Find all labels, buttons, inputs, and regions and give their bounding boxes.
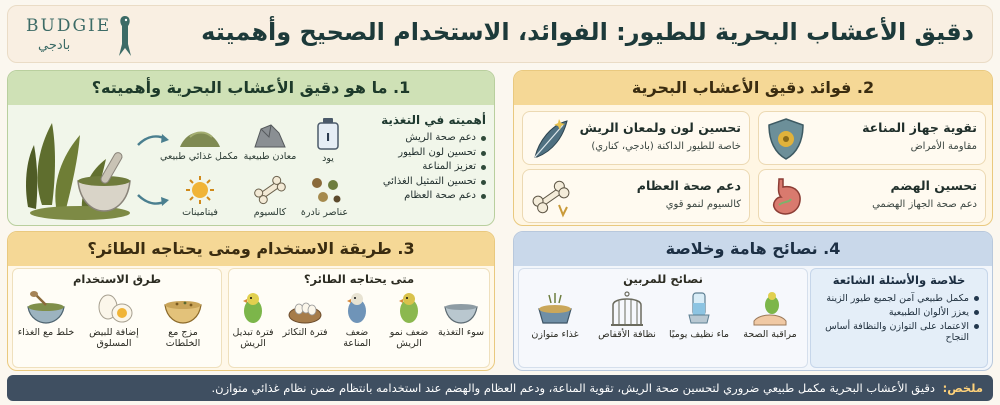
- faq-box: [810, 268, 988, 368]
- benefit-title: دعم صحة العظام: [636, 178, 741, 193]
- when-needed-box: [228, 268, 490, 368]
- empty-bowl-icon: [443, 291, 479, 325]
- parrot-icon: [339, 291, 375, 325]
- tip-item-health: [739, 291, 801, 340]
- benefit-subtitle: خاصة للطيور الداكنة (بادجي، كناري): [591, 141, 741, 152]
- bird-logo-icon: [116, 14, 134, 58]
- section-benefits: [513, 70, 993, 226]
- brand-logo: [26, 12, 136, 58]
- method-item-mix: [153, 291, 213, 349]
- breeder-tips-box: [518, 268, 808, 368]
- calcium-item: [242, 175, 298, 218]
- boiled-egg-icon: [94, 291, 134, 325]
- calcium-label: كالسيوم: [253, 207, 287, 218]
- seaweed-mortar-icon: [22, 115, 134, 221]
- section4-title: 4. نصائح هامة وخلاصة: [514, 232, 992, 266]
- item-label: ضعف نمو الريش: [389, 327, 429, 349]
- bone-icon: [529, 175, 573, 219]
- supplement-item: [159, 119, 238, 162]
- iodine-item: [308, 117, 348, 164]
- section2-title: 2. فوائد دقيق الأعشاب البحرية: [514, 71, 992, 105]
- svg-text:I: I: [325, 131, 331, 144]
- rocks-icon: [251, 119, 289, 149]
- item-label: خلط مع الغذاء: [17, 327, 75, 338]
- faq-list: [811, 293, 979, 343]
- list-item: يعزز الألوان الطبيعية: [811, 307, 979, 318]
- method-item-food: [17, 291, 75, 338]
- item-label: فترة التكاثر: [282, 327, 328, 338]
- benefit-title: تقوية جهاز المناعة: [862, 120, 977, 135]
- need-item-molting: [227, 291, 279, 349]
- parrot-icon: [235, 291, 271, 325]
- item-label: ضعف المناعة: [343, 327, 371, 349]
- benefit-card-immunity: [758, 111, 986, 165]
- method-item-egg: [83, 291, 145, 349]
- item-label: مراقبة الصحة: [743, 329, 797, 340]
- vitamins-item: [168, 175, 232, 218]
- nest-eggs-icon: [287, 291, 323, 325]
- feather-icon: [529, 117, 571, 161]
- item-label: سوء التغذية: [437, 327, 485, 338]
- summary-text: دقيق الأعشاب البحرية مكمل طبيعي ضروري لتحسين صحة الريش، تقوية المناعة، ودعم العظام والهضم عند استخدامه بانتظام ضمن نظام غذائي متوازن.: [211, 381, 935, 395]
- item-label: نظافة الأقفاص: [598, 329, 656, 340]
- trace-elements-label: عناصر نادرة: [300, 207, 348, 218]
- importance-list: [358, 131, 486, 204]
- tips-title: نصائح للمربين: [623, 272, 703, 286]
- list-item: تحسين لون الطيور: [358, 146, 486, 161]
- cage-icon: [607, 291, 647, 327]
- sun-vitamin-icon: [183, 175, 217, 205]
- item-label: فترة تبديل الريش: [232, 327, 274, 349]
- minerals-label: معادن طبيعية: [243, 151, 297, 162]
- shield-icon: [765, 117, 807, 161]
- benefit-subtitle: دعم صحة الجهاز الهضمي: [872, 199, 977, 210]
- faq-title: خلاصة والأسئلة الشائعة: [832, 273, 966, 287]
- need-item-breeding: [279, 291, 331, 338]
- supplement-label: مكمل غذائي طبيعي: [159, 151, 238, 162]
- summary-label: ملخص:: [942, 381, 983, 395]
- food-dish-icon: [535, 291, 575, 327]
- list-item: تحسين التمثيل الغذائي: [358, 175, 486, 190]
- trace-elements-item: [300, 175, 348, 218]
- tip-item-diet: [523, 291, 587, 340]
- logo-text-ar: بادجي: [38, 38, 71, 53]
- minerals-item: [238, 119, 302, 162]
- section-tips-summary: [513, 231, 993, 371]
- importance-box: [358, 113, 486, 204]
- tip-item-water: [667, 291, 731, 340]
- section-usage: [7, 231, 495, 371]
- water-feeder-icon: [679, 291, 719, 327]
- list-item: مكمل طبيعي آمن لجميع طيور الزينة: [811, 293, 979, 304]
- section3-title: 3. طريقة الاستخدام ومتى يحتاجه الطائر؟: [8, 232, 494, 266]
- section-what-is: [7, 70, 495, 226]
- need-item-feather-growth: [383, 291, 435, 349]
- tip-item-cage: [595, 291, 659, 340]
- parrot-icon: [391, 291, 427, 325]
- bone-icon: [251, 175, 289, 205]
- importance-title: أهميته في التغذية: [381, 113, 486, 127]
- spoon-bowl-icon: [26, 291, 66, 325]
- seed-bowl-icon: [163, 291, 203, 325]
- benefit-title: تحسين لون ولمعان الريش: [579, 120, 741, 135]
- section1-title: 1. ما هو دقيق الأعشاب البحرية وأهميته؟: [8, 71, 494, 105]
- benefit-card-digestion: [758, 169, 986, 223]
- usage-methods-box: [12, 268, 222, 368]
- list-item: الاعتماد على التوازن والنظافة أساس النجاح: [811, 321, 979, 343]
- when-needed-title: متى يحتاجه الطائر؟: [303, 272, 415, 286]
- vitamins-label: فيتامينات: [182, 207, 218, 218]
- iodine-jar-icon: [315, 117, 341, 151]
- list-item: تعزيز المناعة: [358, 160, 486, 175]
- item-label: مزج مع الخلطات: [165, 327, 201, 349]
- arrow-right-icon: [136, 131, 172, 151]
- usage-methods-title: طرق الاستخدام: [72, 272, 162, 286]
- hand-bird-icon: [750, 291, 790, 327]
- powder-pile-icon: [178, 119, 222, 149]
- item-label: إضافة للبيض المسلوق: [89, 327, 139, 349]
- item-label: غذاء متوازن: [531, 329, 579, 340]
- molecules-icon: [309, 175, 343, 205]
- benefit-title: تحسين الهضم: [890, 178, 977, 193]
- header: [7, 5, 993, 63]
- arrow-right-icon: [136, 189, 172, 209]
- benefit-subtitle: مقاومة الأمراض: [910, 141, 977, 152]
- benefit-subtitle: كالسيوم لنمو قوي: [665, 199, 741, 210]
- item-label: ماء نظيف يوميًا: [668, 329, 730, 340]
- page-title: دقيق الأعشاب البحرية للطيور: الفوائد، الاستخدام الصحيح وأهميته: [201, 18, 974, 46]
- iodine-label: يود: [322, 153, 334, 164]
- logo-text-en: BUDGIE: [26, 16, 112, 36]
- need-item-malnutrition: [435, 291, 487, 338]
- summary-bar: [7, 375, 993, 401]
- stomach-icon: [765, 175, 807, 219]
- benefit-card-feathers: [522, 111, 750, 165]
- list-item: دعم صحة الريش: [358, 131, 486, 146]
- list-item: دعم صحة العظام: [358, 189, 486, 204]
- benefit-card-bones: [522, 169, 750, 223]
- need-item-immunity: [331, 291, 383, 349]
